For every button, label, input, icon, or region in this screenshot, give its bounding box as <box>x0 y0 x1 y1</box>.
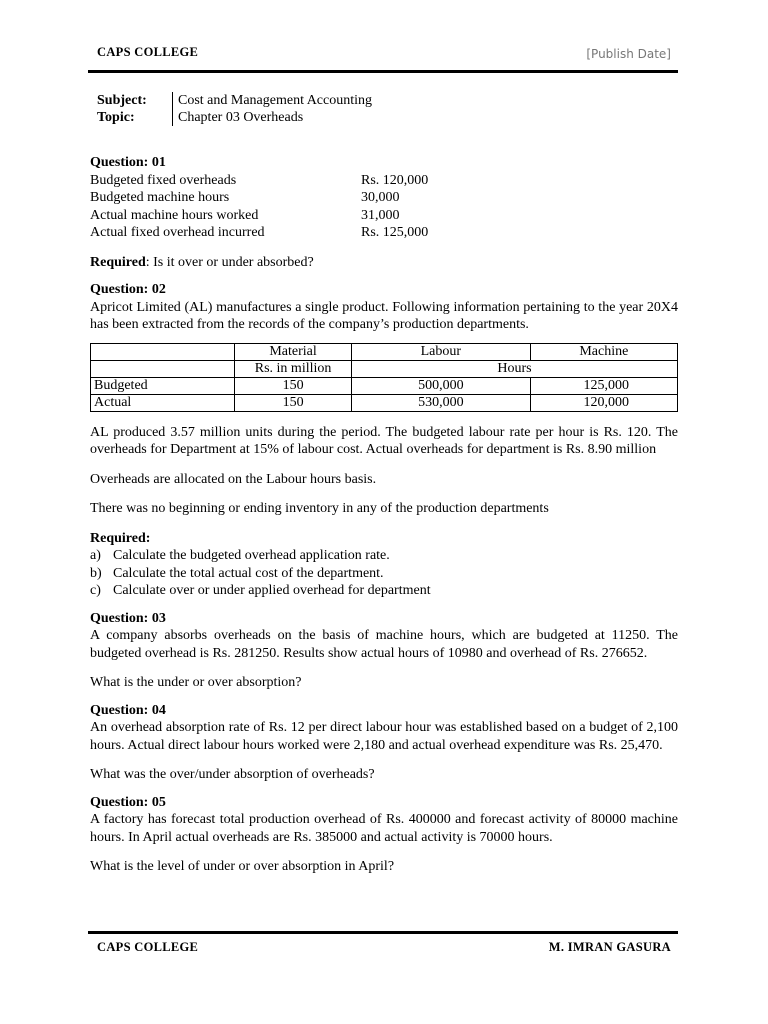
required-text: : Is it over or under absorbed? <box>145 254 314 270</box>
header-rule <box>88 70 678 73</box>
list-text: Calculate over or under applied overhead for department <box>113 583 431 598</box>
data-row <box>90 207 678 225</box>
required-line <box>90 254 678 272</box>
list-item <box>90 565 678 583</box>
question-prompt: What is the under or over absorption? <box>90 675 302 690</box>
question-title: Question: 01 <box>90 155 166 170</box>
row-label: Actual machine hours worked <box>90 207 259 223</box>
question-02 <box>90 281 678 600</box>
question-03 <box>90 610 678 692</box>
subject-label: Subject: <box>97 93 147 108</box>
list-text: Calculate the budgeted overhead application rate. <box>113 548 390 563</box>
question-body: A company absorbs overheads on the basis of machine hours, which are budgeted at 11250. The budgeted overhead is Rs. 281250. Results show actual hours of 10980 and overhead of Rs. 276652. <box>90 628 678 661</box>
table-unit-cell: Hours <box>352 360 678 377</box>
table-cell: Budgeted <box>91 377 235 394</box>
list-item <box>90 547 678 565</box>
table-unit-cell: Rs. in million <box>235 360 352 377</box>
table-cell: 125,000 <box>530 377 677 394</box>
table-cell <box>91 360 235 377</box>
table-row <box>91 394 678 411</box>
department-table <box>90 343 678 412</box>
table-header-cell: Machine <box>530 343 677 360</box>
row-value: 30,000 <box>361 190 400 205</box>
paragraph: There was no beginning or ending inventory in any of the production departments <box>90 501 549 516</box>
question-body: An overhead absorption rate of Rs. 12 per direct labour hour was established based on a budget of 2,100 hours. Actual direct labour hours worked were 2,180 and actual overhead expenditure was Rs. 25,470. <box>90 720 678 753</box>
header-publish-date[interactable]: [Publish Date] <box>586 47 671 61</box>
footer-college: CAPS COLLEGE <box>97 940 199 954</box>
data-row <box>90 224 678 242</box>
question-prompt: What was the over/under absorption of overheads? <box>90 767 375 782</box>
list-marker: c) <box>90 583 101 598</box>
table-units-row <box>91 360 678 377</box>
header-college: CAPS COLLEGE <box>97 45 199 59</box>
table-header-cell: Labour <box>352 343 531 360</box>
question-04 <box>90 702 678 784</box>
list-text: Calculate the total actual cost of the department. <box>113 565 384 581</box>
paragraph: AL produced 3.57 million units during the period. The budgeted labour rate per hour is Rs. 120. The overheads for Department at 15% of labour cost. Actual overheads for department is Rs. 8.90 million <box>90 424 678 457</box>
table-header-cell: Material <box>235 343 352 360</box>
row-value: 31,000 <box>361 207 400 223</box>
row-label: Actual fixed overhead incurred <box>90 225 265 240</box>
question-title: Question: 03 <box>90 610 166 626</box>
topic-value: Chapter 03 Overheads <box>178 110 304 125</box>
table-cell: 120,000 <box>530 394 677 411</box>
row-label: Budgeted fixed overheads <box>90 172 237 188</box>
required-label: Required: <box>90 530 151 546</box>
table-row <box>91 377 678 394</box>
footer-author: M. IMRAN GASURA <box>548 940 671 954</box>
footer-rule <box>88 931 678 934</box>
list-item <box>90 582 678 600</box>
subject-value: Cost and Management Accounting <box>178 93 373 108</box>
paragraph: Overheads are allocated on the Labour hours basis. <box>90 471 377 487</box>
question-title: Question: 02 <box>90 282 166 297</box>
subject-divider <box>172 92 173 126</box>
question-body: A factory has forecast total production overhead of Rs. 400000 and forecast activity of 80000 machine hours. In April actual overheads are Rs. 385000 and actual activity is 70000 hours. <box>90 812 678 845</box>
content <box>90 154 678 876</box>
row-label: Budgeted machine hours <box>90 190 230 205</box>
row-value: Rs. 125,000 <box>361 225 429 240</box>
topic-label: Topic: <box>97 110 135 125</box>
table-cell: Actual <box>91 394 235 411</box>
table-header-row <box>91 343 678 360</box>
question-01 <box>90 154 678 271</box>
table-cell: 150 <box>235 394 352 411</box>
data-row <box>90 189 678 207</box>
list-marker: a) <box>90 548 101 563</box>
row-value: Rs. 120,000 <box>361 172 429 188</box>
question-intro: Apricot Limited (AL) manufactures a single product. Following information pertaining to the year 20X4 has been extracted from the records of the company’s production departments. <box>90 299 678 332</box>
required-list <box>90 547 678 600</box>
data-row <box>90 172 678 190</box>
question-title: Question: 04 <box>90 702 166 718</box>
table-cell: 530,000 <box>352 394 531 411</box>
question-prompt: What is the level of under or over absorption in April? <box>90 859 395 874</box>
table-header-cell <box>91 343 235 360</box>
table-cell: 150 <box>235 377 352 394</box>
question-05 <box>90 794 678 876</box>
list-marker: b) <box>90 565 102 581</box>
table-cell: 500,000 <box>352 377 531 394</box>
question-title: Question: 05 <box>90 794 166 810</box>
required-label: Required <box>90 254 146 270</box>
